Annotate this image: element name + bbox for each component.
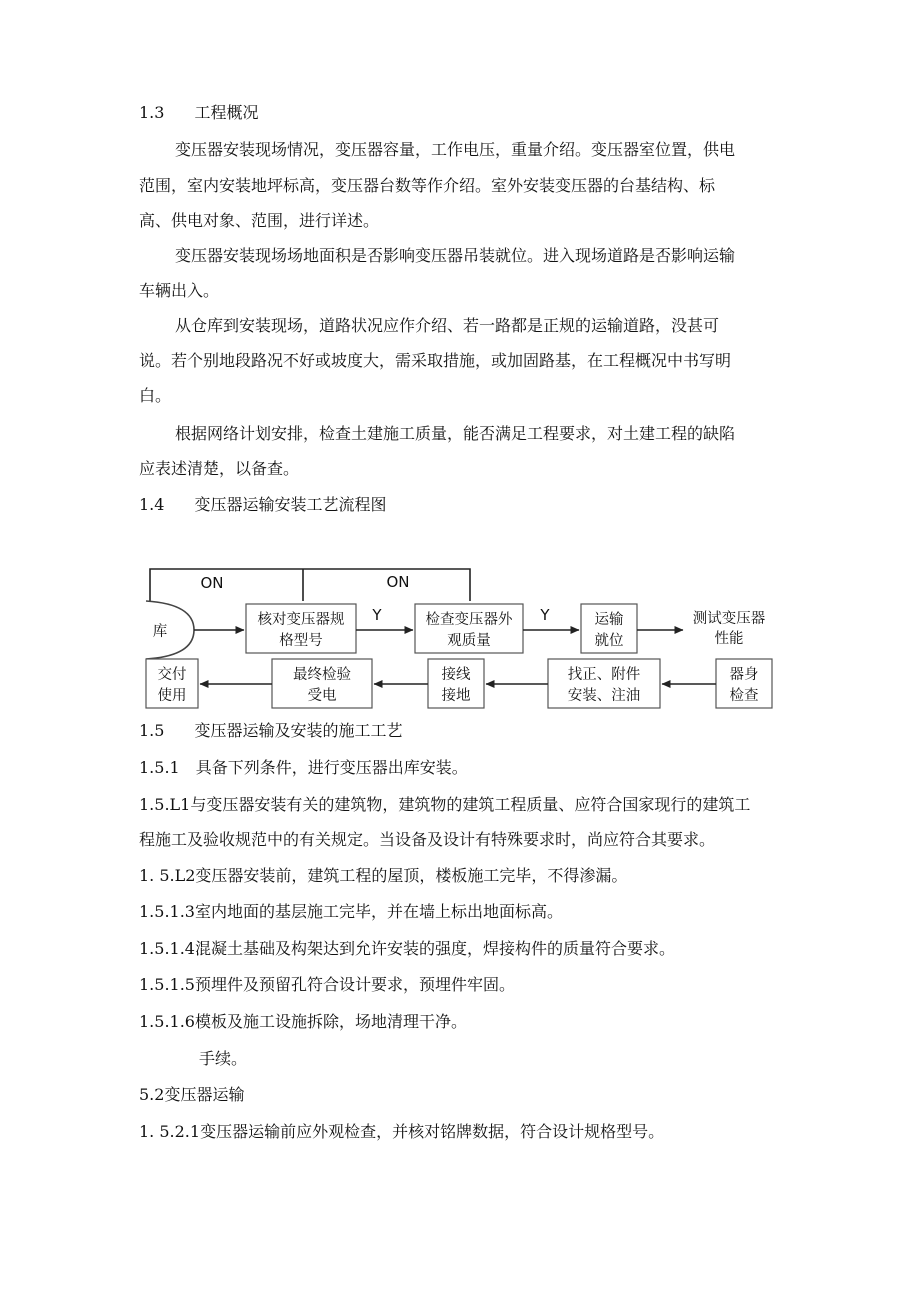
box-handover-line1: 交付 bbox=[157, 667, 187, 683]
box-check-spec-line2: 格型号 bbox=[279, 633, 323, 649]
item-1-5-1-5: 1.5.1.5预埋件及预留孔符合设计要求，预埋件牢固。 bbox=[139, 975, 515, 994]
loop-label-on-2: ON bbox=[386, 573, 410, 591]
box-check-spec-line1: 核对变压器规 bbox=[257, 612, 345, 628]
loop-label-on-1: ON bbox=[200, 574, 224, 592]
box-transport-line2: 就位 bbox=[594, 633, 624, 649]
box-check-appearance-line1: 检查变压器外 bbox=[425, 612, 513, 628]
paragraph-line: 白。 bbox=[139, 386, 172, 405]
warehouse-label: 库 bbox=[152, 624, 168, 640]
box-wiring-line1: 接线 bbox=[441, 667, 471, 683]
box-handover-line2: 使用 bbox=[157, 688, 187, 704]
item-1-5-1-2: 1. 5.L2变压器安装前，建筑工程的屋顶，楼板施工完毕，不得渗漏。 bbox=[139, 866, 628, 885]
section-title: 工程概况 bbox=[194, 103, 259, 122]
box-transport-line1: 运输 bbox=[594, 612, 624, 628]
item-1-5-1-6: 1.5.1.6模板及施工设施拆除，场地清理干净。 bbox=[139, 1012, 467, 1031]
box-align-line2: 安装、注油 bbox=[567, 688, 641, 704]
item-1-5-1: 1.5.1 具备下列条件，进行变压器出库安装。 bbox=[139, 758, 468, 777]
item-1-5-1-3: 1.5.1.3室内地面的基层施工完毕，并在墙上标出地面标高。 bbox=[139, 902, 563, 921]
test-performance-line2: 性能 bbox=[714, 631, 744, 647]
item-1-5-1-1-line2: 程施工及验收规范中的有关规定。当设备及设计有特殊要求时，尚应符合其要求。 bbox=[139, 830, 716, 849]
box-final-check-line2: 受电 bbox=[307, 688, 337, 704]
paragraph-line: 应表述清楚，以备查。 bbox=[139, 459, 300, 478]
paragraph-line: 变压器安装现场场地面积是否影响变压器吊装就位。进入现场道路是否影响运输 bbox=[175, 246, 736, 265]
section-number: 1.4 bbox=[139, 495, 165, 514]
section-number: 1.5 bbox=[139, 721, 165, 740]
item-1-5-1-4: 1.5.1.4混凝土基础及构架达到允许安装的强度，焊接构件的质量符合要求。 bbox=[139, 939, 675, 958]
paragraph-line: 范围，室内安装地坪标高，变压器台数等作介绍。室外安装变压器的台基结构、标 bbox=[139, 176, 716, 195]
box-check-appearance-line2: 观质量 bbox=[447, 633, 491, 649]
procedures-text: 手续。 bbox=[199, 1049, 248, 1068]
section-number: 1.3 bbox=[139, 103, 165, 122]
box-final-check-line1: 最终检验 bbox=[293, 667, 351, 683]
yes-label-2: Y bbox=[540, 606, 550, 624]
box-align-line1: 找正、附件 bbox=[567, 667, 641, 683]
box-wiring-line2: 接地 bbox=[441, 688, 471, 704]
item-1-5-2-1: 1. 5.2.1变压器运输前应外观检查，并核对铭牌数据，符合设计规格型号。 bbox=[139, 1122, 665, 1141]
paragraph-line: 车辆出入。 bbox=[139, 281, 220, 300]
section-5-2-heading: 5.2变压器运输 bbox=[139, 1085, 245, 1104]
loop-line-outer bbox=[150, 569, 470, 601]
section-title: 变压器运输及安装的施工工艺 bbox=[194, 721, 403, 740]
test-performance-line1: 测试变压器 bbox=[692, 611, 766, 627]
box-body-check-line2: 检查 bbox=[729, 688, 759, 704]
paragraph-line: 从仓库到安装现场，道路状况应作介绍、若一路都是正规的运输道路，没甚可 bbox=[175, 316, 720, 335]
paragraph-line: 变压器安装现场情况，变压器容量，工作电压，重量介绍。变压器室位置，供电 bbox=[175, 140, 736, 159]
paragraph-line: 说。若个别地段路况不好或坡度大，需采取措施，或加固路基，在工程概况中书写明 bbox=[139, 351, 732, 370]
paragraph-line: 高、供电对象、范围，进行详述。 bbox=[139, 211, 380, 230]
section-1-5-heading bbox=[139, 721, 402, 741]
paragraph-line: 根据网络计划安排，检查土建施工质量，能否满足工程要求，对土建工程的缺陷 bbox=[175, 424, 736, 443]
item-1-5-1-1-line1: 1.5.L1与变压器安装有关的建筑物，建筑物的建筑工程质量、应符合国家现行的建筑工 bbox=[139, 795, 751, 814]
section-title: 变压器运输安装工艺流程图 bbox=[194, 495, 387, 514]
yes-label-1: Y bbox=[372, 606, 382, 624]
box-body-check-line1: 器身 bbox=[729, 667, 759, 683]
